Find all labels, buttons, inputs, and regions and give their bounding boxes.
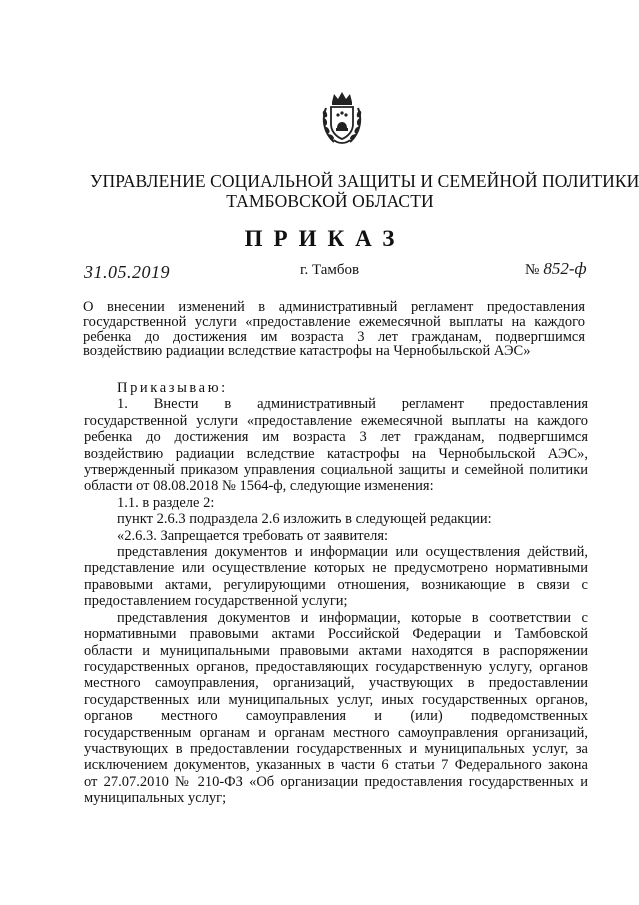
paragraph-a-line: предоставлением государственной услуги;: [84, 593, 348, 610]
subject-line: О внесении изменений в административный регламент предоставления: [83, 299, 585, 315]
paragraph-1-1: 1.1. в разделе 2:: [117, 494, 215, 511]
number-sign: №: [525, 262, 540, 278]
paragraph-b-line: области и муниципальными правовыми актами находятся в распоряжении: [84, 642, 588, 659]
order-word: Приказываю:: [117, 380, 228, 396]
organization-name: [90, 171, 639, 211]
organization-name-line-2: ТАМБОВСКОЙ ОБЛАСТИ: [226, 191, 434, 211]
document-date: 31.05.2019: [84, 262, 170, 282]
paragraph-b-line: муниципальных услуг;: [84, 790, 227, 807]
paragraph-b-line: государственных или муниципальных услуг, иных государственных органов,: [84, 691, 588, 708]
paragraph-a-line: правовыми актами, регулирующими отношения, возникающие в связи с: [84, 576, 588, 593]
paragraph-b-line: от 27.07.2010 № 210-ФЗ «Об организации предоставления государственных и: [84, 773, 588, 790]
paragraph-1-line: государственной услуги «предоставление ежемесячной выплаты на каждого: [84, 412, 588, 429]
paragraph-1-line: утвержденный приказом управления социальной защиты и семейной политики: [84, 462, 588, 479]
paragraph-b-line: органов местного самоуправления и (или) подведомственных: [84, 708, 588, 725]
paragraph-b-line: исключением документов, указанных в части 6 статьи 7 Федерального закона: [84, 757, 588, 774]
document-type: ПРИКАЗ: [244, 226, 406, 251]
paragraph-b-line: представления документов и информации, которые в соответствии с: [117, 609, 588, 626]
number-value: 852-ф: [543, 259, 587, 278]
coat-of-arms-icon: [320, 90, 364, 146]
subject-line: государственной услуги «предоставление ежемесячной выплаты на каждого: [83, 313, 585, 330]
organization-name-line-1: УПРАВЛЕНИЕ СОЦИАЛЬНОЙ ЗАЩИТЫ И СЕМЕЙНОЙ ПОЛИТИКИ: [90, 171, 639, 191]
paragraph-b-line: участвующих в предоставлении государственных и муниципальных услуг, за: [84, 740, 588, 757]
paragraph-b-line: местного самоуправления, организаций, участвующих в предоставлении: [84, 675, 588, 692]
paragraph-a-line: представление или осуществление которых не предусмотрено нормативными: [84, 560, 588, 577]
document-number: [525, 259, 587, 279]
document-subject: [83, 300, 585, 359]
document-body: [84, 380, 588, 807]
paragraph-point: пункт 2.6.3 подраздела 2.6 изложить в следующей редакции:: [117, 511, 492, 528]
paragraph-1-line: области от 08.08.2018 № 1564-ф, следующие изменения:: [84, 478, 434, 495]
paragraph-1-line: ребенка до достижения им возраста 3 лет гражданам, подвергшимся: [84, 429, 588, 446]
subject-line: ребенка до достижения им возраста 3 лет гражданам, подвергшимся: [83, 328, 585, 345]
paragraph-1-line: 1. Внести в административный регламент предоставления: [117, 396, 588, 413]
subject-line: воздействию радиации вследствие катастрофы на Чернобыльской АЭС»: [83, 343, 531, 360]
paragraph-b-line: государственным органам и органам местного самоуправления организаций,: [84, 724, 588, 741]
document-city: г. Тамбов: [300, 262, 360, 278]
paragraph-b-line: государственных органов, предоставляющих государственную услугу, органов: [84, 658, 588, 675]
paragraph-quote: «2.6.3. Запрещается требовать от заявителя:: [117, 527, 389, 544]
paragraph-a-line: представления документов и информации или осуществления действий,: [117, 544, 588, 561]
paragraph-1-line: воздействию радиации вследствие катастрофы на Чернобыльской АЭС»,: [84, 445, 588, 462]
paragraph-b-line: нормативными правовыми актами Российской Федерации и Тамбовской: [84, 626, 588, 643]
